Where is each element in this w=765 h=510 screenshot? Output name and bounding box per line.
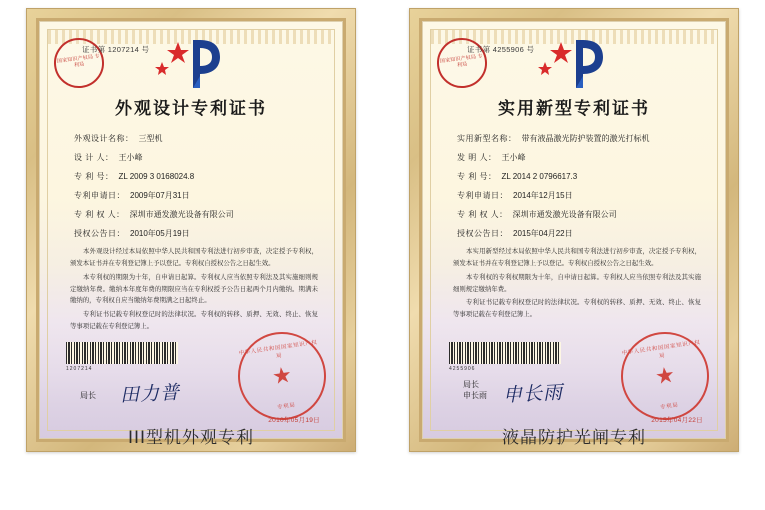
field-key: 授权公告日： [457,229,508,238]
body-paragraph: 本外观设计经过本局依照中华人民共和国专利法进行初步审查，决定授予专利权，颁发本证书并在专利登记簿上予以登记。专利权自授权公告之日起生效。 [70,248,318,267]
official-red-seal [232,326,331,425]
barcode-number: 1207214 [66,366,93,372]
seal-bottom-text: 专利局 [276,402,296,411]
certificate-frame-inner [419,18,729,442]
certificate-caption: 液晶防护光闸专利 [502,428,646,448]
field-key: 授权公告日： [74,229,125,238]
field-row [74,191,316,201]
field-row [457,229,699,239]
body-paragraph: 专利证书记载专利权登记时的法律状况。专利权的转移、质押、无效、终止、恢复等事项记载在专利登记簿上。 [453,299,701,319]
field-key: 专 利 权 人： [74,210,125,219]
field-value: 深圳市通发激光设备有限公司 [129,210,234,219]
field-key: 专利申请日： [457,191,508,200]
seal-top-text: 中华人民共和国国家知识产权局 [238,339,318,360]
emblem-seal-text: 国家知识产权局 专利局 [56,53,101,69]
seal-date: 2010年05月19日 [268,417,320,424]
field-value: 带有液晶激光防护装置的激光打标机 [521,134,650,143]
body-paragraph: 本专利权的专利权期限为十年，自申请日起算。专利权人应当依照专利法及其实施细则规定缴纳年费。 [453,273,701,293]
certificate-frame [26,8,356,452]
certificate-fields [74,134,316,248]
certificate-caption: III型机外观专利 [127,428,255,448]
signature-label-line: 申长雨 [463,391,487,401]
signature-handwriting: 申长雨 [502,381,564,407]
certificate-body [70,246,318,335]
certificate-number: 证书第 4255906 号 [467,45,535,54]
seal-star-icon: ★ [653,361,677,390]
certificate-title: 外观设计专利证书 [115,99,267,119]
official-red-seal [615,326,714,425]
field-key: 专 利 权 人： [457,210,508,219]
field-row [74,153,316,163]
field-row [457,153,699,163]
seal-top-text: 中华人民共和国国家知识产权局 [621,339,701,360]
emblem-seal-text: 国家知识产权局 专利局 [439,53,484,69]
field-row [457,134,699,144]
signature-label: 局长 [80,391,96,401]
signature-label-line: 局长 [463,380,479,390]
certificate-card-left [0,0,382,462]
certificate-fields [457,134,699,248]
field-value: 2015年04月22日 [513,229,573,238]
field-value: 2009年07月31日 [130,191,190,200]
certificate-frame [409,8,739,452]
barcode-icon [66,342,178,364]
body-paragraph: 本专利权的期限为十年，自申请日起算。专利权人应当依照专利法及其实施细则规定缴纳年费。缴纳本年度年费的期限应当在专利权授予公告日起两个月内缴纳。期满未缴纳的，专利权自应当缴纳年费期满之日起终止。 [70,273,318,305]
certificate-card-right [383,0,765,462]
signature-label [463,380,487,402]
signature-handwriting: 田力普 [119,381,181,407]
body-paragraph: 本实用新型经过本局依照中华人民共和国专利法进行初步审查，决定授予专利权，颁发本证书并在专利登记簿上予以登记。专利权自授权公告之日起生效。 [453,248,701,267]
field-value: 2014年12月15日 [513,191,573,200]
certificate-title: 实用新型专利证书 [498,99,650,119]
seal-bottom-text: 专利局 [659,402,679,411]
seal-star-icon: ★ [270,361,294,390]
field-key: 专 利 号： [74,172,114,181]
body-paragraph: 专利证书记载专利权登记时的法律状况。专利权的转移、质押、无效、终止、恢复等事项记载在专利登记簿上。 [70,311,318,331]
field-key: 发 明 人： [457,153,497,162]
company-logo-icon [531,36,617,92]
certificate-number: 证书第 1207214 号 [82,45,150,54]
field-row [457,210,699,220]
field-value: ZL 2009 3 0168024.8 [118,172,195,181]
field-value: ZL 2014 2 0796617.3 [501,172,578,181]
field-key: 设 计 人： [74,153,114,162]
field-key: 外观设计名称： [74,134,134,143]
field-row [457,191,699,201]
field-value: 王小峰 [501,153,526,162]
field-key: 实用新型名称： [457,134,517,143]
barcode-icon [449,342,561,364]
certificate-body [453,246,701,323]
seal-date: 2015年04月22日 [651,417,703,424]
field-value: 深圳市通发激光设备有限公司 [512,210,617,219]
field-row [74,210,316,220]
certificate-paper [39,21,343,439]
certificate-paper [422,21,726,439]
field-value: 三型机 [138,134,163,143]
field-row [74,229,316,239]
field-key: 专 利 号： [457,172,497,181]
field-key: 专利申请日： [74,191,125,200]
field-row [74,172,316,182]
company-logo-icon [148,36,234,92]
barcode-number: 4255906 [449,366,476,372]
field-value: 王小峰 [118,153,143,162]
field-value: 2010年05月19日 [130,229,190,238]
certificate-frame-inner [36,18,346,442]
field-row [457,172,699,182]
field-row [74,134,316,144]
